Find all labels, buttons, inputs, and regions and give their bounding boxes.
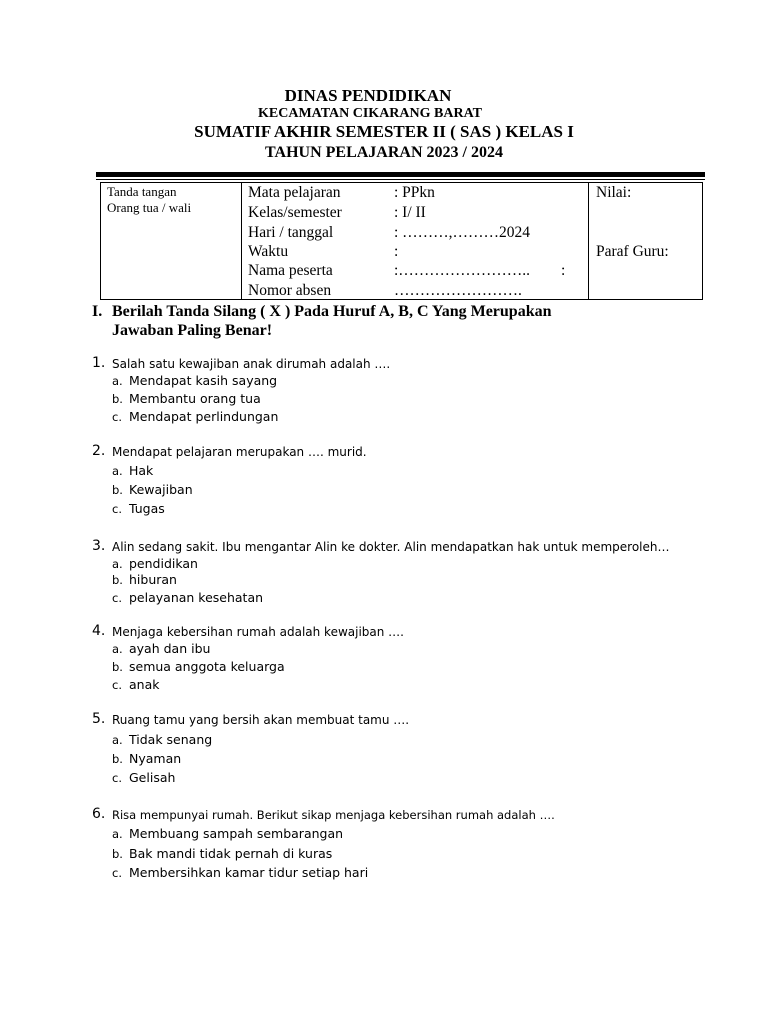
question-text: Ruang tamu yang bersih akan membuat tamu …. bbox=[112, 713, 410, 727]
question-text: Risa mempunyai rumah. Berikut sikap menjaga kebersihan rumah adalah …. bbox=[112, 808, 555, 822]
option-letter: c. bbox=[112, 866, 122, 880]
info-value: ……………………. bbox=[394, 282, 522, 299]
answer-option-a[interactable] bbox=[112, 463, 153, 478]
question-text: Alin sedang sakit. Ibu mengantar Alin ke dokter. Alin mendapatkan hak untuk memperoleh… bbox=[112, 540, 670, 554]
answer-option-b[interactable] bbox=[112, 659, 285, 674]
option-letter: a. bbox=[112, 374, 123, 388]
answer-option-a[interactable] bbox=[112, 732, 212, 747]
score-label: Nilai: bbox=[596, 184, 632, 201]
option-letter: c. bbox=[112, 502, 122, 516]
answer-option-b[interactable] bbox=[112, 391, 261, 406]
info-label: Nama peserta bbox=[248, 262, 333, 279]
header-divider-thick bbox=[96, 172, 705, 177]
question-text: Menjaga kebersihan rumah adalah kewajiban …. bbox=[112, 625, 404, 639]
option-text: Kewajiban bbox=[129, 482, 193, 497]
answer-option-a[interactable] bbox=[112, 641, 210, 656]
answer-option-c[interactable] bbox=[112, 770, 175, 785]
instruction-line2: Jawaban Paling Benar! bbox=[112, 322, 273, 339]
score-cell bbox=[588, 183, 704, 299]
info-label: Waktu bbox=[248, 243, 289, 260]
question-number: 1. bbox=[92, 355, 106, 371]
option-letter: c. bbox=[112, 678, 122, 692]
option-text: Hak bbox=[129, 463, 154, 478]
option-text: semua anggota keluarga bbox=[129, 659, 285, 674]
signature-label-line1: Tanda tangan bbox=[107, 184, 177, 199]
answer-option-c[interactable] bbox=[112, 590, 263, 605]
section-instruction bbox=[92, 302, 552, 340]
info-value: : PPkn bbox=[394, 184, 435, 201]
info-value: : bbox=[394, 243, 399, 260]
option-text: Nyaman bbox=[129, 751, 182, 766]
question-number: 6. bbox=[92, 806, 106, 822]
option-letter: c. bbox=[112, 410, 122, 424]
answer-option-c[interactable] bbox=[112, 409, 278, 424]
info-label: Nomor absen bbox=[248, 282, 332, 299]
option-text: Tugas bbox=[129, 501, 165, 516]
question-number: 4. bbox=[92, 623, 106, 639]
option-letter: a. bbox=[112, 464, 123, 478]
question-number: 5. bbox=[92, 711, 106, 727]
header-divider-thin bbox=[96, 179, 705, 180]
question-text: Salah satu kewajiban anak dirumah adalah …. bbox=[112, 357, 391, 371]
answer-option-c[interactable] bbox=[112, 677, 159, 692]
answer-option-c[interactable] bbox=[112, 865, 368, 880]
answer-option-b[interactable] bbox=[112, 572, 177, 587]
option-letter: a. bbox=[112, 827, 123, 841]
answer-option-a[interactable] bbox=[112, 556, 198, 571]
info-label: Kelas/semester bbox=[248, 204, 342, 221]
info-value: :…………………….. : bbox=[394, 262, 566, 279]
option-text: pelayanan kesehatan bbox=[129, 590, 264, 605]
answer-option-b[interactable] bbox=[112, 482, 193, 497]
option-text: Mendapat kasih sayang bbox=[129, 373, 278, 388]
option-text: Gelisah bbox=[129, 770, 176, 785]
info-label: Hari / tanggal bbox=[248, 224, 334, 241]
header-exam-title: SUMATIF AKHIR SEMESTER II ( SAS ) KELAS I bbox=[194, 122, 574, 141]
parent-signature-cell bbox=[101, 183, 242, 299]
teacher-initials-label: Paraf Guru: bbox=[596, 243, 669, 260]
option-letter: c. bbox=[112, 591, 122, 605]
option-text: Membuang sampah sembarangan bbox=[129, 826, 344, 841]
option-text: Membantu orang tua bbox=[129, 391, 261, 406]
option-letter: b. bbox=[112, 573, 123, 587]
section-number: I. bbox=[92, 303, 103, 320]
answer-option-a[interactable] bbox=[112, 373, 277, 388]
option-text: Mendapat perlindungan bbox=[129, 409, 279, 424]
option-letter: b. bbox=[112, 847, 123, 861]
question-text: Mendapat pelajaran merupakan …. murid. bbox=[112, 445, 367, 459]
identity-box bbox=[100, 182, 703, 300]
option-letter: b. bbox=[112, 660, 123, 674]
option-letter: b. bbox=[112, 392, 123, 406]
header-district: KECAMATAN CIKARANG BARAT bbox=[258, 106, 482, 121]
header-school-year: TAHUN PELAJARAN 2023 / 2024 bbox=[265, 144, 503, 161]
option-text: anak bbox=[129, 677, 160, 692]
option-text: ayah dan ibu bbox=[129, 641, 211, 656]
option-text: Bak mandi tidak pernah di kuras bbox=[129, 846, 333, 861]
answer-option-c[interactable] bbox=[112, 501, 165, 516]
info-value: : ………,………2024 bbox=[394, 224, 531, 241]
option-text: hiburan bbox=[129, 572, 177, 587]
option-letter: a. bbox=[112, 557, 123, 571]
question-number: 3. bbox=[92, 538, 106, 554]
student-info-cell bbox=[242, 183, 588, 299]
instruction-line1: Berilah Tanda Silang ( X ) Pada Huruf A, B, C Yang Merupakan bbox=[112, 303, 552, 320]
option-letter: a. bbox=[112, 642, 123, 656]
header-agency: DINAS PENDIDIKAN bbox=[284, 86, 452, 105]
option-text: Membersihkan kamar tidur setiap hari bbox=[129, 865, 369, 880]
answer-option-a[interactable] bbox=[112, 826, 343, 841]
signature-label-line2: Orang tua / wali bbox=[107, 200, 192, 215]
option-text: Tidak senang bbox=[129, 732, 213, 747]
answer-option-b[interactable] bbox=[112, 751, 181, 766]
option-letter: a. bbox=[112, 733, 123, 747]
question-number: 2. bbox=[92, 443, 106, 459]
option-letter: b. bbox=[112, 752, 123, 766]
option-letter: b. bbox=[112, 483, 123, 497]
option-text: pendidikan bbox=[129, 556, 198, 571]
info-value: : I/ II bbox=[394, 204, 426, 221]
answer-option-b[interactable] bbox=[112, 846, 332, 861]
info-label: Mata pelajaran bbox=[248, 184, 341, 201]
option-letter: c. bbox=[112, 771, 122, 785]
